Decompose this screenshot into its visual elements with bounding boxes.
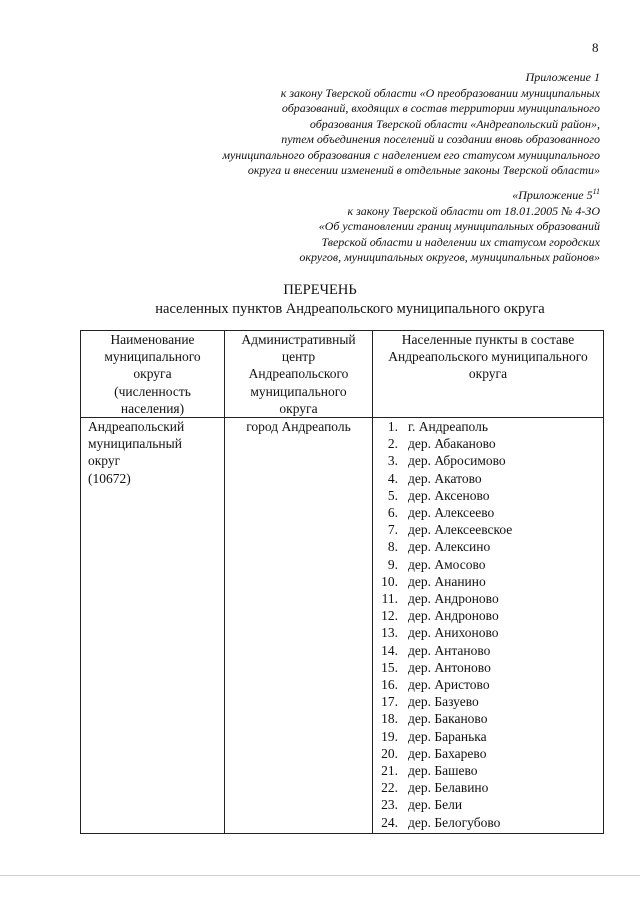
header-text-line: Населенные пункты в составе — [401, 332, 575, 347]
list-item — [373, 590, 603, 607]
appendix-5-line: к закону Тверской области от 18.01.2005 № 4-ЗО — [347, 203, 600, 218]
header-text-line: муниципального — [250, 383, 347, 399]
header-text-line: (численность — [114, 383, 191, 399]
settlement-number: 20. — [381, 745, 398, 761]
list-item — [373, 779, 603, 796]
settlement-number: 2. — [387, 436, 398, 452]
list-item — [373, 556, 603, 573]
header-text-line: Андреапольского муниципального — [388, 349, 588, 365]
settlement-number: 15. — [381, 659, 398, 675]
page-bottom-divider — [0, 875, 640, 876]
header-text-line: округа — [133, 366, 172, 382]
header-text-line: центр — [281, 349, 316, 365]
appendix-5-line: Тверской области и наделении их статусом городских — [321, 234, 600, 249]
settlement-name: дер. Антоново — [408, 659, 491, 675]
appendix-5-title-superscript: 11 — [592, 187, 600, 196]
settlement-number: 21. — [381, 763, 398, 779]
settlement-number: 23. — [381, 797, 398, 813]
settlement-number: 12. — [381, 608, 398, 624]
document-subtitle: населенных пунктов Андреапольского муниципального округа — [155, 301, 545, 317]
settlement-name: дер. Ананино — [408, 573, 486, 589]
settlement-name: дер. Алексеевское — [408, 522, 513, 538]
appendix-5-reference — [299, 188, 600, 266]
list-item — [373, 624, 603, 641]
list-item — [373, 470, 603, 487]
appendix-5-title — [299, 188, 600, 204]
header-text-line: Андреапольского — [248, 366, 349, 382]
list-item — [373, 745, 603, 762]
list-item — [373, 814, 603, 831]
settlement-name: дер. Базуево — [408, 694, 479, 710]
header-text-line: округа — [468, 366, 508, 382]
list-item — [373, 452, 603, 469]
settlement-name: дер. Абаканово — [408, 436, 496, 452]
district-name-line: муниципальный — [88, 436, 182, 452]
appendix-5-title-text: «Приложение 5 — [512, 188, 593, 202]
appendix-1-reference — [222, 70, 600, 179]
settlement-name: дер. Башево — [408, 763, 478, 779]
settlement-name: дер. Андроново — [408, 608, 499, 624]
settlements-list — [373, 418, 603, 833]
appendix-5-line: округов, муниципальных округов, муниципальных районов» — [299, 250, 600, 264]
district-name-line: округ — [88, 453, 121, 469]
appendix-1-line: Приложение 1 — [525, 70, 600, 84]
appendix-5-line: «Об установлении границ муниципальных образований — [318, 219, 600, 233]
settlement-name: дер. Антаново — [408, 642, 491, 658]
district-name-cell — [81, 418, 225, 834]
settlement-name: дер. Белогубово — [408, 814, 501, 830]
settlement-number: 13. — [381, 625, 398, 641]
settlement-name: дер. Амосово — [408, 556, 486, 572]
appendix-1-line: округа и внесении изменений в отдельные законы Тверской области» — [247, 163, 600, 177]
settlement-number: 8. — [387, 539, 398, 555]
settlement-number: 14. — [381, 642, 398, 658]
list-item — [373, 728, 603, 745]
list-item — [373, 659, 603, 676]
settlement-name: дер. Баранька — [408, 728, 487, 744]
list-item — [373, 435, 603, 452]
document-title: ПЕРЕЧЕНЬ — [283, 282, 357, 298]
header-text-line: муниципального — [104, 349, 201, 365]
settlements-table — [80, 330, 604, 834]
list-item — [373, 710, 603, 727]
settlement-name: дер. Акатово — [408, 470, 482, 486]
settlement-number: 22. — [381, 780, 398, 796]
list-item — [373, 676, 603, 693]
settlement-number: 10. — [381, 573, 398, 589]
settlement-name: дер. Бахарево — [408, 745, 487, 761]
list-item — [373, 521, 603, 538]
list-item — [373, 693, 603, 710]
list-item — [373, 607, 603, 624]
list-item — [373, 573, 603, 590]
settlement-name: дер. Абросимово — [408, 453, 506, 469]
settlement-name: дер. Андроново — [408, 591, 499, 607]
header-text-line: населения) — [120, 400, 185, 416]
settlement-number: 16. — [381, 677, 398, 693]
district-population: (10672) — [88, 470, 131, 486]
header-text-line: Наименование — [110, 332, 195, 347]
settlement-number: 18. — [381, 711, 398, 727]
appendix-1-line: путем объединения поселений и создании вновь образованного — [281, 132, 600, 146]
appendix-1-line: муниципального образования с наделением его статусом муниципального — [222, 147, 600, 162]
settlement-number: 3. — [387, 453, 398, 469]
settlement-name: дер. Алексеево — [408, 505, 495, 521]
list-item — [373, 504, 603, 521]
header-admin-center — [225, 331, 373, 418]
header-text-line: Административный — [241, 332, 356, 347]
list-item — [373, 642, 603, 659]
table-header-row — [81, 331, 604, 418]
settlement-name: дер. Анихоново — [408, 625, 499, 641]
settlement-number: 4. — [387, 470, 398, 486]
settlement-number: 24. — [381, 814, 398, 830]
list-item — [373, 762, 603, 779]
settlement-number: 9. — [387, 556, 398, 572]
settlement-name: дер. Баканово — [408, 711, 488, 727]
settlement-name: дер. Белавино — [408, 780, 489, 796]
appendix-1-line: образования Тверской области «Андреапольский район», — [309, 116, 600, 131]
admin-center-cell: город Андреаполь — [225, 418, 373, 834]
page-number: 8 — [592, 40, 599, 55]
header-district-name — [81, 331, 225, 418]
settlement-name: дер. Бели — [408, 797, 463, 813]
settlement-number: 11. — [381, 591, 398, 607]
district-name-line: Андреапольский — [88, 419, 185, 435]
list-item — [373, 487, 603, 504]
header-text-line: округа — [279, 400, 318, 416]
appendix-1-line: к закону Тверской области «О преобразовании муниципальных — [280, 85, 600, 100]
list-item — [373, 418, 603, 435]
appendix-1-line: образований, входящих в состав территории муниципального — [281, 101, 600, 115]
list-item — [373, 796, 603, 813]
settlements-cell — [373, 418, 604, 834]
settlement-name: дер. Аристово — [408, 677, 490, 693]
settlement-number: 6. — [387, 505, 398, 521]
settlement-name: дер. Алексино — [408, 539, 491, 555]
header-settlements — [373, 331, 604, 418]
settlement-name: дер. Аксеново — [408, 487, 490, 503]
settlement-number: 17. — [381, 694, 398, 710]
settlement-number: 19. — [381, 728, 398, 744]
settlement-number: 1. — [387, 419, 398, 435]
settlement-number: 5. — [387, 487, 398, 503]
table-row — [81, 418, 604, 834]
list-item — [373, 538, 603, 555]
settlement-number: 7. — [387, 522, 398, 538]
settlement-name: г. Андреаполь — [408, 419, 489, 435]
